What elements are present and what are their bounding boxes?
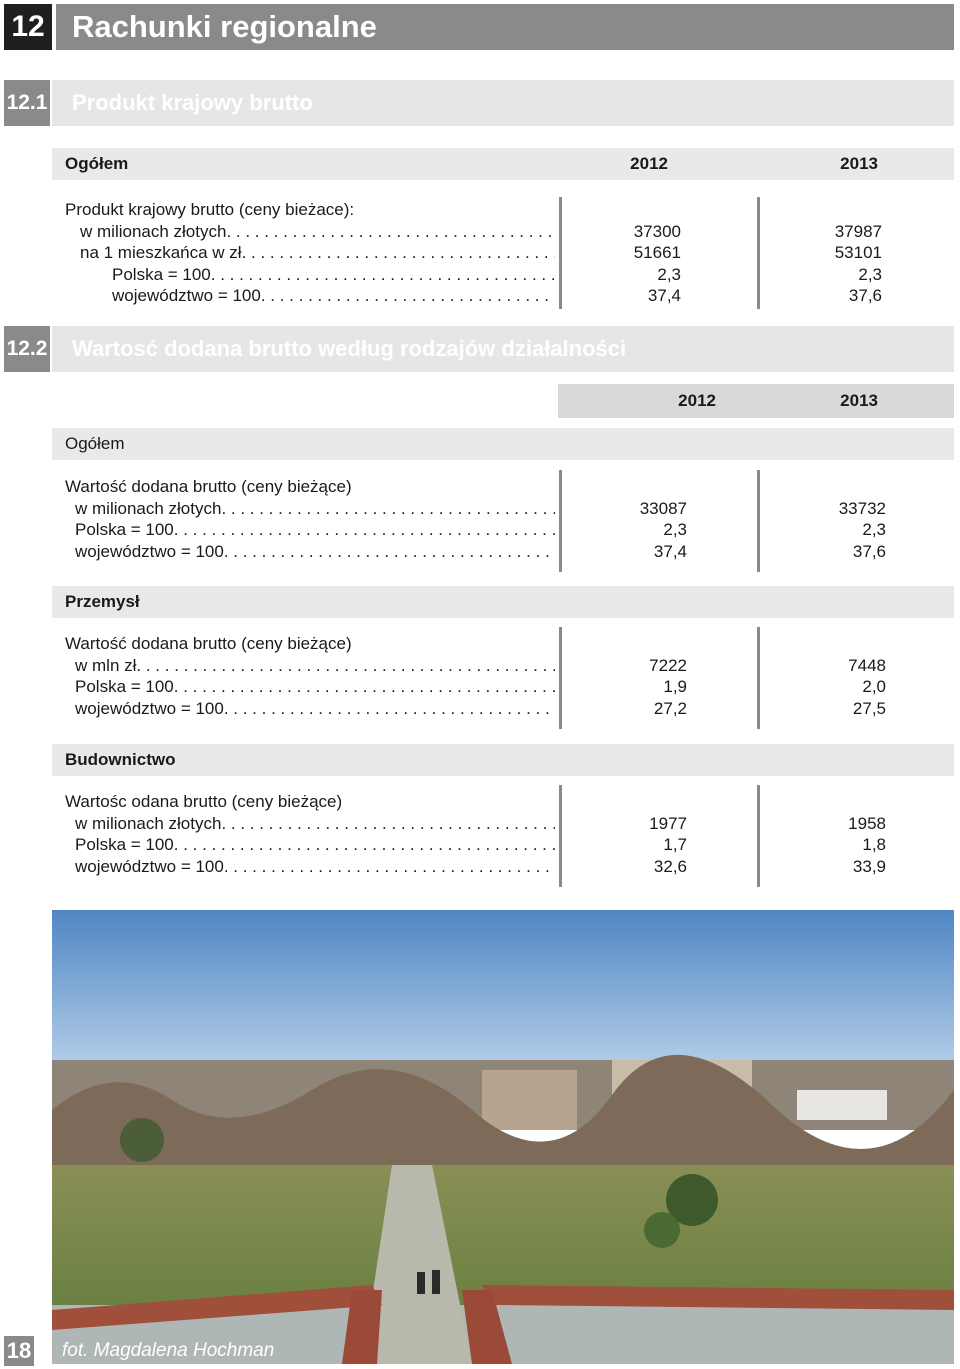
- leader-dots: [221, 498, 555, 520]
- park-photo: [52, 910, 954, 1364]
- row-heading: [65, 791, 555, 813]
- row-heading-text: Produkt krajowy brutto (ceny bieżace):: [65, 200, 355, 219]
- row-label-text: Polska = 100: [112, 264, 211, 284]
- park-illustration: [52, 910, 954, 1364]
- row-label-text: Polska = 100: [75, 520, 174, 540]
- leader-dots: [211, 264, 555, 286]
- row-heading: [65, 633, 555, 655]
- column-divider: [559, 785, 562, 887]
- column-divider: [559, 627, 562, 729]
- row-heading-text: Wartość dodana brutto (ceny bieżące): [65, 477, 352, 496]
- year-2013-header: 2013: [840, 391, 878, 410]
- row-label: [65, 541, 555, 563]
- value-cell: 2,3: [862, 520, 886, 540]
- value-cell: 37300: [633, 221, 681, 241]
- value-cell: 2,3: [657, 264, 681, 284]
- gva-total-labels: [65, 476, 555, 562]
- column-divider: [757, 785, 760, 887]
- column-divider: [559, 470, 562, 572]
- leader-dots: [174, 676, 555, 698]
- values-2012: [561, 221, 681, 307]
- value-cell: 37,6: [848, 286, 882, 306]
- value-cell: 37,6: [852, 541, 886, 561]
- value-cell: 33,9: [852, 856, 886, 876]
- chapter-title: Rachunki regionalne: [56, 4, 954, 50]
- value-cell: 1977: [649, 813, 687, 833]
- value-cell: 1,8: [862, 835, 886, 855]
- group-label: Ogółem: [65, 154, 129, 173]
- value-cell: 33087: [639, 498, 687, 518]
- row-label: [65, 498, 555, 520]
- group-label: Ogółem: [65, 434, 125, 453]
- gva-industry-labels: [65, 633, 555, 719]
- row-heading: [65, 199, 555, 221]
- value-cell: 2,3: [663, 520, 687, 540]
- year-2012-header: 2012: [630, 154, 668, 173]
- row-label-text: województwo = 100: [75, 698, 224, 718]
- group-header-industry: [52, 586, 954, 618]
- column-divider: [757, 627, 760, 729]
- value-cell: 7222: [649, 655, 687, 675]
- row-label-text: na 1 mieszkańca w zł: [80, 243, 242, 263]
- row-label: [65, 698, 555, 720]
- row-label: [65, 519, 555, 541]
- row-label-text: Polska = 100: [75, 835, 174, 855]
- value-cell: 37987: [834, 221, 882, 241]
- row-label: [65, 221, 555, 243]
- value-cell: 53101: [834, 243, 882, 263]
- row-label-text: w mln zł: [75, 655, 137, 675]
- value-cell: 27,5: [852, 698, 886, 718]
- leader-dots: [261, 285, 555, 307]
- row-label: [65, 655, 555, 677]
- row-label-text: województwo = 100: [75, 541, 224, 561]
- row-label: [65, 834, 555, 856]
- gva-construction-labels: [65, 791, 555, 877]
- row-label: [65, 285, 555, 307]
- value-cell: 1,7: [663, 835, 687, 855]
- section-number: 12.2: [4, 326, 50, 372]
- chapter-number: 12: [4, 4, 52, 50]
- year-header-bar: [558, 384, 954, 418]
- column-divider: [757, 470, 760, 572]
- group-header-construction: [52, 744, 954, 776]
- values-2012: [567, 813, 687, 878]
- values-2012: [567, 498, 687, 563]
- row-label-text: w milionach złotych: [75, 813, 222, 833]
- year-2013-header: 2013: [840, 154, 878, 173]
- values-2013: [766, 655, 886, 720]
- value-cell: 51661: [633, 243, 681, 263]
- row-label: [65, 242, 555, 264]
- group-header-total: [52, 148, 954, 180]
- leader-dots: [224, 856, 555, 878]
- group-label: Przemysł: [65, 592, 140, 611]
- row-label: [65, 264, 555, 286]
- row-label-text: województwo = 100: [75, 856, 224, 876]
- row-heading-text: Wartość dodana brutto (ceny bieżące): [65, 634, 352, 653]
- leader-dots: [136, 655, 555, 677]
- page-number: 18: [4, 1336, 34, 1366]
- leader-dots: [224, 698, 555, 720]
- row-label-text: województwo = 100: [112, 286, 261, 306]
- gdp-labels: [65, 199, 555, 307]
- value-cell: 32,6: [653, 856, 687, 876]
- group-label: Budownictwo: [65, 750, 176, 769]
- row-label: [65, 813, 555, 835]
- value-cell: 37,4: [647, 286, 681, 306]
- values-2013: [766, 813, 886, 878]
- photo-caption: fot. Magdalena Hochman: [62, 1340, 275, 1361]
- leader-dots: [224, 541, 555, 563]
- value-cell: 37,4: [653, 541, 687, 561]
- leader-dots: [226, 221, 555, 243]
- row-label: [65, 676, 555, 698]
- value-cell: 2,3: [858, 264, 882, 284]
- row-label-text: w milionach złotych: [75, 498, 222, 518]
- values-2012: [567, 655, 687, 720]
- row-label-text: Polska = 100: [75, 677, 174, 697]
- value-cell: 1958: [848, 813, 886, 833]
- row-label: [65, 856, 555, 878]
- row-heading: [65, 476, 555, 498]
- values-2013: [766, 498, 886, 563]
- year-2012-header: 2012: [678, 391, 716, 410]
- leader-dots: [221, 813, 555, 835]
- leader-dots: [174, 834, 555, 856]
- section-title: Produkt krajowy brutto: [52, 80, 954, 126]
- leader-dots: [242, 242, 555, 264]
- values-2013: [762, 221, 882, 307]
- value-cell: 33732: [838, 498, 886, 518]
- value-cell: 27,2: [653, 698, 687, 718]
- column-divider: [757, 197, 760, 309]
- value-cell: 1,9: [663, 677, 687, 697]
- value-cell: 2,0: [862, 677, 886, 697]
- leader-dots: [174, 519, 555, 541]
- section-number: 12.1: [4, 80, 50, 126]
- row-label-text: w milionach złotych: [80, 221, 227, 241]
- value-cell: 7448: [848, 655, 886, 675]
- group-header-total: [52, 428, 954, 460]
- section-title: Wartosć dodana brutto według rodzajów działalności: [52, 326, 954, 372]
- row-heading-text: Wartośc odana brutto (ceny bieżące): [65, 792, 343, 811]
